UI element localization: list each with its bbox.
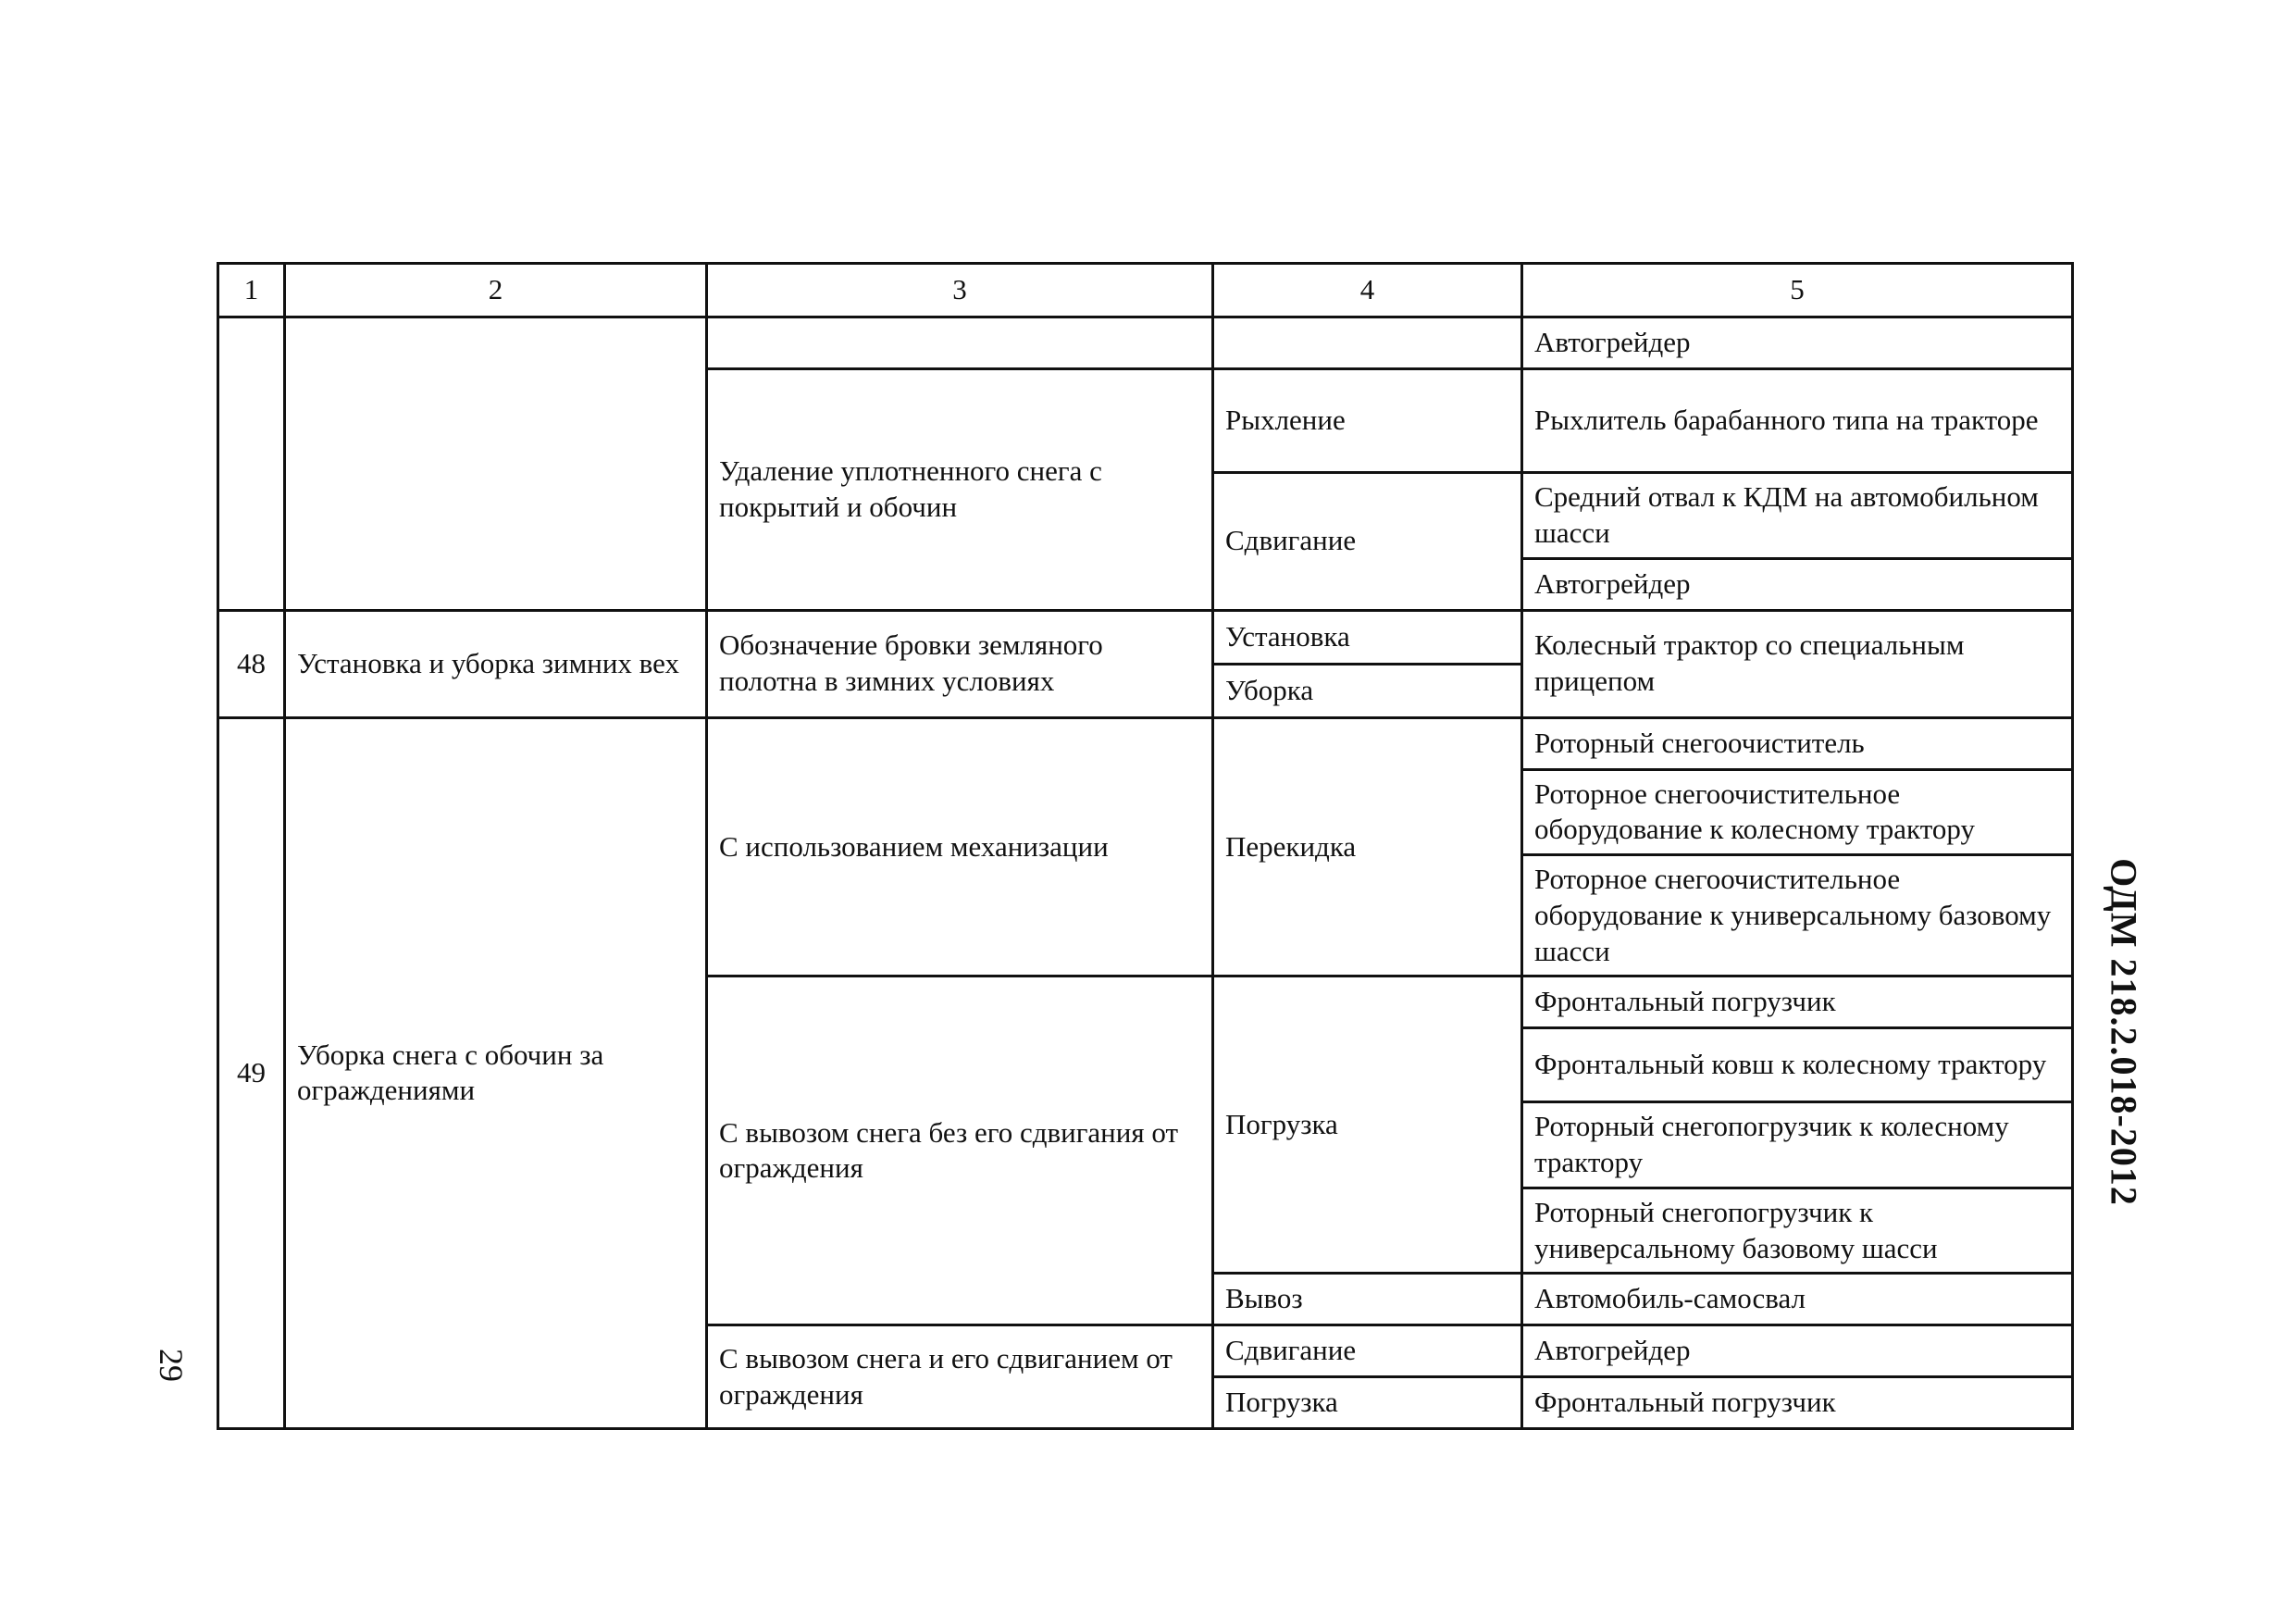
row48-task: Обозначение бровки земляного полотна в зимних условиях: [707, 610, 1213, 717]
row49-work: Уборка снега с обочин за ограждениями: [285, 717, 707, 1429]
header-col-3: 3: [707, 264, 1213, 317]
row49-task-haul-shift: С вывозом снега и его сдвиганием от ограждения: [707, 1325, 1213, 1429]
cont-empty-task-cell: [707, 317, 1213, 369]
document-code-text: ОДМ 218.2.018-2012: [2103, 858, 2145, 1206]
cont-grader: Автогрейдер: [1522, 317, 2073, 369]
cont-task: Удаление уплотненного снега с покрытий и обочин: [707, 369, 1213, 611]
row49-num: 49: [218, 717, 285, 1429]
row48-op-install: Установка: [1213, 610, 1522, 664]
regulation-table: [217, 262, 2074, 1430]
cont-empty-op-cell: [1213, 317, 1522, 369]
cont-work-cell: [285, 317, 707, 611]
row49-task-mech: С использованием механизации: [707, 717, 1213, 976]
row49-m-rotary-tractor: Роторное снегоочистительное оборудование к колесному трактору: [1522, 769, 2073, 855]
row49-m-rotary-loader-tractor: Роторный снегопогрузчик к колесному трактору: [1522, 1102, 2073, 1188]
row49-m-dump: Автомобиль-самосвал: [1522, 1274, 2073, 1325]
header-col-5: 5: [1522, 264, 2073, 317]
row49-op-shift: Сдвигание: [1213, 1325, 1522, 1377]
table-row: [218, 717, 2073, 769]
cont-mid-blade: Средний отвал к КДМ на автомобильном шасси: [1522, 473, 2073, 559]
row49-m-rotary-loader-chassis: Роторный снегопогрузчик к универсальному базовому шасси: [1522, 1188, 2073, 1274]
row49-m-front-bucket: Фронтальный ковш к колесному трактору: [1522, 1028, 2073, 1102]
header-row: [218, 264, 2073, 317]
row49-op-load: Погрузка: [1213, 976, 1522, 1274]
row49-m-rotary: Роторный снегоочиститель: [1522, 717, 2073, 769]
row49-m-grader: Автогрейдер: [1522, 1325, 2073, 1377]
row48-work: Установка и уборка зимних вех: [285, 610, 707, 717]
row49-op-throw: Перекидка: [1213, 717, 1522, 976]
cont-op-loosen: Рыхление: [1213, 369, 1522, 473]
header-col-1: 1: [218, 264, 285, 317]
row49-m-front-loader: Фронтальный погрузчик: [1522, 976, 2073, 1028]
row49-op-load-2: Погрузка: [1213, 1377, 1522, 1429]
row49-task-haul: С вывозом снега без его сдвигания от ограждения: [707, 976, 1213, 1325]
header-col-2: 2: [285, 264, 707, 317]
table-row: [218, 610, 2073, 664]
row48-machine: Колесный трактор со специальным прицепом: [1522, 610, 2073, 717]
row48-op-remove: Уборка: [1213, 664, 1522, 717]
cont-grader-2: Автогрейдер: [1522, 558, 2073, 610]
row49-m-rotary-chassis: Роторное снегоочистительное оборудование к универсальному базовому шасси: [1522, 855, 2073, 976]
table-row: [218, 317, 2073, 369]
row49-op-haul: Вывоз: [1213, 1274, 1522, 1325]
header-col-4: 4: [1213, 264, 1522, 317]
cont-num-cell: [218, 317, 285, 611]
page-number-text: 29: [153, 1349, 190, 1382]
cont-op-shift: Сдвигание: [1213, 473, 1522, 611]
row48-num: 48: [218, 610, 285, 717]
cont-loosener: Рыхлитель барабанного типа на тракторе: [1522, 369, 2073, 473]
row49-m-front-loader-2: Фронтальный погрузчик: [1522, 1377, 2073, 1429]
